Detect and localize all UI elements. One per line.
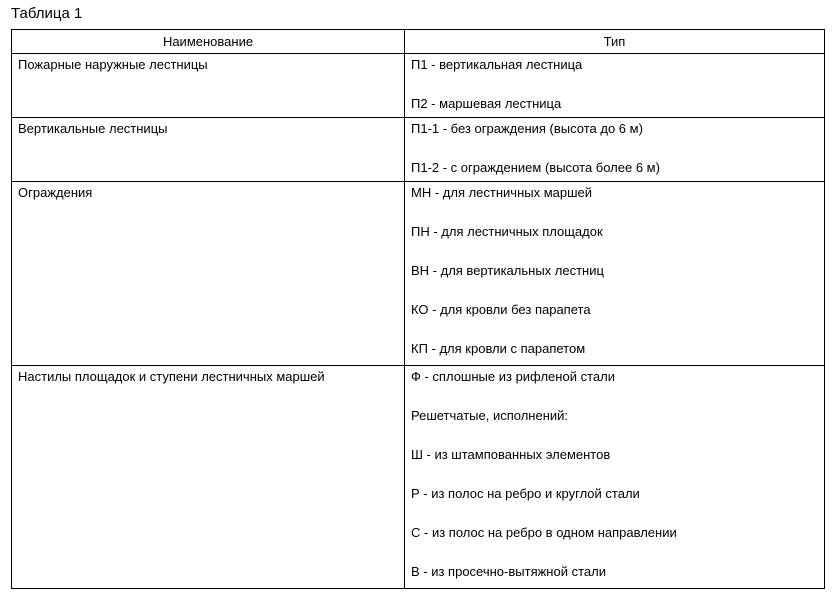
type-item: П1-1 - без ограждения (высота до 6 м) bbox=[411, 121, 643, 136]
name-cell: Настилы площадок и ступени лестничных маршей bbox=[12, 366, 405, 589]
name-cell: Ограждения bbox=[12, 182, 405, 366]
table-caption: Таблица 1 bbox=[11, 5, 83, 22]
type-item: МН - для лестничных маршей bbox=[411, 185, 593, 200]
type-item: Р - из полос на ребро и круглой стали bbox=[411, 486, 640, 501]
type-item: С - из полос на ребро в одном направлении bbox=[411, 525, 677, 540]
name-cell: Пожарные наружные лестницы bbox=[12, 54, 405, 118]
type-list bbox=[411, 57, 818, 111]
table-body bbox=[12, 54, 825, 589]
table-row bbox=[12, 182, 825, 366]
header-row bbox=[12, 30, 825, 54]
type-list bbox=[411, 121, 818, 175]
type-item: В - из просечно-вытяжной стали bbox=[411, 564, 606, 579]
ladder-types-table bbox=[11, 29, 825, 589]
type-list bbox=[411, 185, 818, 356]
type-item: КП - для кровли с парапетом bbox=[411, 341, 586, 356]
table-row bbox=[12, 54, 825, 118]
type-item: Ф - сплошные из рифленой стали bbox=[411, 369, 615, 384]
type-list bbox=[411, 369, 818, 579]
type-item: П2 - маршевая лестница bbox=[411, 96, 562, 111]
type-item: ВН - для вертикальных лестниц bbox=[411, 263, 604, 278]
table-header bbox=[12, 30, 825, 54]
table-row bbox=[12, 366, 825, 589]
column-header-type: Тип bbox=[405, 30, 825, 54]
table-row bbox=[12, 118, 825, 182]
type-cell bbox=[405, 118, 825, 182]
type-cell bbox=[405, 182, 825, 366]
type-cell bbox=[405, 366, 825, 589]
type-item: Решетчатые, исполнений: bbox=[411, 408, 569, 423]
type-item: П1 - вертикальная лестница bbox=[411, 57, 583, 72]
column-header-name: Наименование bbox=[12, 30, 405, 54]
type-item: П1-2 - с ограждением (высота более 6 м) bbox=[411, 160, 660, 175]
type-cell bbox=[405, 54, 825, 118]
name-cell: Вертикальные лестницы bbox=[12, 118, 405, 182]
type-item: ПН - для лестничных площадок bbox=[411, 224, 603, 239]
type-item: КО - для кровли без парапета bbox=[411, 302, 591, 317]
type-item: Ш - из штампованных элементов bbox=[411, 447, 611, 462]
